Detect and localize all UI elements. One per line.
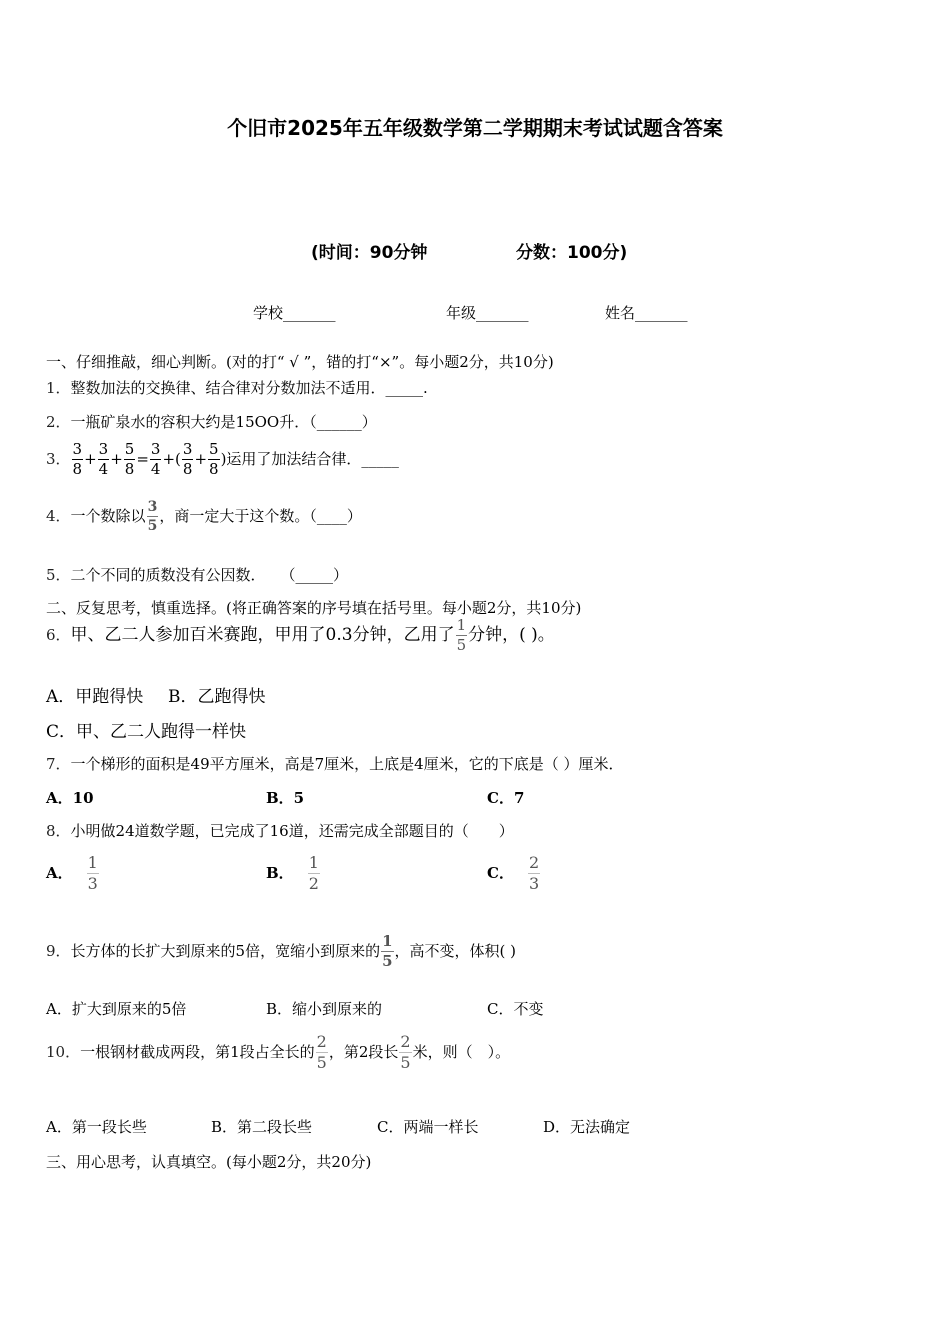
fraction: $\frac{3}{4}$	[98, 440, 109, 478]
option-c: C．7	[487, 789, 525, 807]
fraction: $\frac{1}{3}$	[87, 853, 98, 893]
exam-score: 分数：100分)	[516, 243, 628, 263]
question-text: ，高不变，体积( )	[394, 942, 517, 960]
question-number: 2．	[46, 413, 71, 431]
fraction: $\frac{2}{3}$	[528, 853, 540, 893]
section1-heading: 一、仔细推敲，细心判断。(对的打“ √ ”，错的打“×”。每小题2分，共10分)	[46, 353, 554, 371]
grade-field: 年级_______	[446, 304, 529, 322]
option-a: A．扩大到原来的5倍	[46, 1000, 187, 1018]
exam-time: (时间：90分钟	[311, 243, 428, 263]
question-text: 二个不同的质数没有公因数． （_____）	[70, 566, 349, 584]
school-field: 学校_______	[253, 304, 336, 322]
fraction: $\frac{1}{2}$	[308, 853, 319, 893]
question-number: 1．	[46, 379, 71, 397]
fraction: $\frac{1}{5}$	[456, 616, 467, 654]
question-8	[46, 820, 514, 841]
option-b: B．缩小到原来的	[266, 1000, 383, 1018]
fraction: $\frac{5}{8}$	[209, 440, 219, 478]
fraction: $\frac{2}{5}$	[316, 1032, 327, 1072]
question-text: 一个梯形的面积是49平方厘米，高是7厘米，上底是4厘米，它的下底是（ ）厘米．	[70, 755, 624, 773]
option-b: B．乙跑得快	[168, 687, 266, 707]
question-text: 一瓶矿泉水的容积大约是15OO升．（______）	[70, 413, 377, 431]
question-text: )运用了加法结合律．_____	[220, 450, 399, 468]
question-text: ，第2段长	[328, 1043, 399, 1061]
option-b: B．5	[266, 789, 305, 807]
question-7	[46, 753, 624, 774]
option-a: A．10	[46, 789, 94, 807]
question-text: 甲、乙二人参加百米赛跑，甲用了0.3分钟，乙用了	[70, 625, 455, 645]
option-b: B． $\frac{1}{2}$	[266, 853, 319, 893]
option-c: C．甲、乙二人跑得一样快	[46, 722, 247, 742]
question-3: 3． $\frac{3}{8}$ + $\frac{3}{4}$ + $\frac{5}{8}$ = $\frac{3}{4}$ +( $\frac{3}{8}$ + $\frac{5}{8}$ )运用了加法结合律．_____	[46, 440, 399, 478]
question-6	[46, 618, 555, 653]
fraction: $\frac{5}{8}$	[124, 440, 135, 478]
question-text: 米，则（ ）。	[412, 1043, 511, 1061]
question-text: ，商一定大于这个数。（____）	[159, 507, 362, 525]
fraction: $\frac{3}{4}$	[150, 440, 161, 478]
question-text: 一个数除以	[70, 507, 146, 525]
question-text: 整数加法的交换律、结合律对分数加法不适用．_____.	[70, 379, 428, 397]
option-b: B．第二段长些	[211, 1118, 313, 1136]
option-a: A．甲跑得快	[46, 687, 144, 707]
question-4	[46, 500, 362, 533]
option-a: A． $\frac{1}{3}$	[46, 853, 98, 893]
page-title: 个旧市2025年五年级数学第二学期期末考试试题含答案	[227, 116, 723, 140]
question-number: 10．	[46, 1043, 81, 1061]
question-text: 分钟，( )。	[468, 625, 555, 645]
question-number: 4．	[46, 507, 71, 525]
section2-heading: 二、反复思考，慎重选择。(将正确答案的序号填在括号里。每小题2分，共10分)	[46, 599, 582, 617]
fraction: $\frac{1}{5}$	[382, 932, 393, 970]
fraction: $\frac{3}{5}$	[147, 499, 158, 534]
option-c: C．不变	[487, 1000, 544, 1018]
fraction: $\frac{3}{8}$	[182, 440, 193, 478]
question-number: 5．	[46, 566, 71, 584]
option-c: C． $\frac{2}{3}$	[487, 853, 540, 893]
question-1	[46, 377, 428, 398]
option-d: D．无法确定	[543, 1118, 631, 1136]
question-text: 小明做24道数学题，已完成了16道，还需完成全部题目的（ ）	[70, 822, 514, 840]
question-number: 3．	[46, 450, 71, 468]
question-text: 长方体的长扩大到原来的5倍，宽缩小到原来的	[70, 942, 381, 960]
question-10	[46, 1034, 510, 1071]
name-field: 姓名_______	[605, 304, 688, 322]
question-5	[46, 564, 348, 585]
question-text: 一根钢材截成两段，第1段占全长的	[80, 1043, 315, 1061]
option-a: A．第一段长些	[46, 1118, 147, 1136]
fraction: $\frac{2}{5}$	[400, 1032, 411, 1072]
question-9	[46, 934, 516, 969]
question-number: 7．	[46, 755, 71, 773]
question-number: 9．	[46, 942, 71, 960]
question-2	[46, 411, 377, 432]
fraction: $\frac{3}{8}$	[72, 440, 83, 478]
section3-heading: 三、用心思考，认真填空。(每小题2分，共20分)	[46, 1153, 372, 1171]
option-c: C．两端一样长	[377, 1118, 479, 1136]
question-number: 8．	[46, 822, 71, 840]
question-number: 6．	[46, 626, 71, 644]
